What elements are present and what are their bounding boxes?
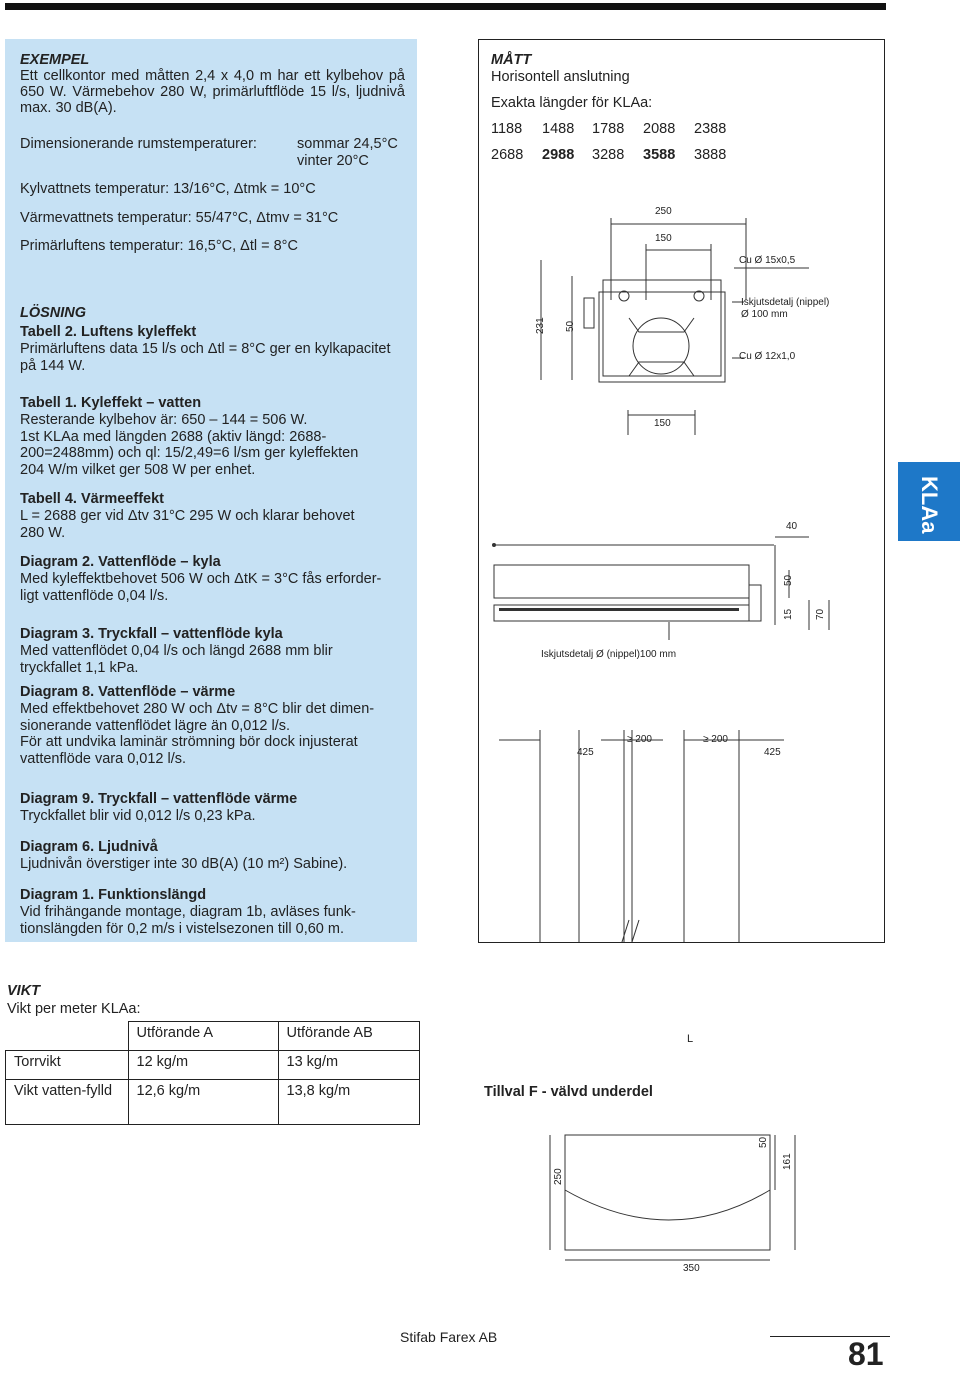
weight-header-empty <box>6 1022 129 1051</box>
winter-temp: vinter 20°C <box>297 153 369 169</box>
dim-L: L <box>687 1033 694 1045</box>
solution-section-line: Resterande kylbehov är: 650 – 144 = 506 W. <box>20 412 308 428</box>
length-value: 3288 <box>592 147 625 163</box>
dim-425a: 425 <box>577 747 594 758</box>
solution-section-line: sionerande vattenflödet lägre än 0,012 l/s. <box>20 717 291 734</box>
top-rule <box>5 3 886 10</box>
dim-70: 70 <box>815 608 826 620</box>
dim-150: 150 <box>655 233 672 244</box>
solution-section-line: tryckfallet 1,1 kPa. <box>20 659 139 676</box>
example-heading: EXEMPEL <box>20 52 90 68</box>
cooling-water-temp: Kylvattnets temperatur: 13/16°C, Δtmk = 10°C <box>20 181 316 197</box>
solution-section-line: 204 W/m vilket ger 508 W per enhet. <box>20 461 256 478</box>
solution-section-line: Tryckfallet blir vid 0,012 l/s 0,23 kPa. <box>20 808 256 824</box>
weight-row <box>6 1080 420 1125</box>
dim-100mm: Ø 100 mm <box>741 309 788 320</box>
weight-header-ab: Utförande AB <box>278 1022 419 1051</box>
solution-section-title: Diagram 2. Vattenflöde – kyla <box>20 554 221 570</box>
tillval-dim-250: 250 <box>553 1168 564 1185</box>
dim-231: 231 <box>535 317 546 334</box>
weight-cell: 13 kg/m <box>278 1051 419 1080</box>
solution-section-line: För att undvika laminär strömning bör dock injusterat <box>20 734 358 750</box>
solution-section-line: ligt vattenflöde 0,04 l/s. <box>20 587 169 604</box>
page-number: 81 <box>848 1336 884 1372</box>
weight-row-label: Vikt vatten-fylld <box>6 1080 129 1125</box>
weight-header-a: Utförande A <box>128 1022 278 1051</box>
weight-cell: 13,8 kg/m <box>278 1080 419 1125</box>
dim-40: 40 <box>786 521 798 532</box>
solution-section-title: Tabell 1. Kyleffekt – vatten <box>20 395 202 411</box>
tillval-dim-350: 350 <box>683 1263 700 1274</box>
solution-section-line: Ljudnivån överstiger inte 30 dB(A) (10 m²) Sabine). <box>20 856 348 872</box>
tillval-heading: Tillval F - välvd underdel <box>484 1084 653 1100</box>
dim-150b: 150 <box>654 418 671 429</box>
heating-water-temp: Värmevattnets temperatur: 55/47°C, Δtmv = 31°C <box>20 210 339 226</box>
section-tab <box>898 462 960 541</box>
dim-425b: 425 <box>764 747 781 758</box>
weight-table <box>5 1021 420 1125</box>
solution-section-line: L = 2688 ger vid Δtv 31°C 295 W och klarar behovet <box>20 508 355 524</box>
length-value: 2388 <box>694 121 727 137</box>
solution-section-title: Tabell 4. Värmeeffekt <box>20 491 164 507</box>
solution-section-line: Med effektbehovet 280 W och Δtv = 8°C blir det dimen- <box>20 701 375 717</box>
tillval-drawing <box>520 1130 850 1280</box>
weight-row <box>6 1051 420 1080</box>
length-value: 3888 <box>694 147 727 163</box>
solution-section-line: Primärluftens data 15 l/s och Δtl = 8°C ger en kylkapacitet <box>20 341 391 357</box>
length-value: 1788 <box>592 121 625 137</box>
footer-company: Stifab Farex AB <box>400 1329 498 1345</box>
solution-section-title: Diagram 8. Vattenflöde – värme <box>20 684 236 700</box>
solution-section-line: Med kyleffektbehovet 506 W och ΔtK = 3°C fås erforder- <box>20 571 382 587</box>
weight-cell: 12 kg/m <box>128 1051 278 1080</box>
dim-nipple2: Iskjutsdetalj Ø (nippel)100 mm <box>541 649 677 660</box>
solution-section-line: 200=2488mm) och ql: 15/2,49=6 l/sm ger kyleffekten <box>20 445 359 461</box>
weight-heading: VIKT <box>7 983 41 999</box>
technical-drawing <box>479 40 884 942</box>
weight-cell: 12,6 kg/m <box>128 1080 278 1125</box>
dim-15: 15 <box>783 608 794 620</box>
primary-air-temp: Primärluftens temperatur: 16,5°C, Δtl = 8°C <box>20 238 298 254</box>
tillval-dim-161: 161 <box>782 1153 793 1170</box>
dim-200a: ≥ 200 <box>627 734 652 745</box>
solution-section-line: Vid frihängande montage, diagram 1b, avläses funk- <box>20 904 356 920</box>
weight-subheading: Vikt per meter KLAa: <box>7 1001 141 1017</box>
solution-section-line: 280 W. <box>20 524 66 541</box>
matt-subheading: Horisontell anslutning <box>491 69 630 85</box>
example-panel <box>5 39 417 942</box>
dim-nipple: Iskjutsdetalj (nippel) <box>741 297 830 308</box>
solution-section-title: Tabell 2. Luftens kyleffekt <box>20 324 197 340</box>
room-temp-label: Dimensionerande rumstemperaturer: <box>20 136 257 152</box>
solution-section-line: Med vattenflödet 0,04 l/s och längd 2688 mm blir <box>20 643 333 659</box>
matt-heading: MÅTT <box>491 52 532 68</box>
dim-250: 250 <box>655 206 672 217</box>
length-value: 3588 <box>643 147 676 163</box>
length-value: 1488 <box>542 121 575 137</box>
solution-section-title: Diagram 9. Tryckfall – vattenflöde värme <box>20 791 298 807</box>
dimensions-panel <box>478 39 885 1045</box>
dim-cu12: Cu Ø 12x1,0 <box>739 351 796 362</box>
solution-section-line: på 144 W. <box>20 357 86 374</box>
dim-cu15: Cu Ø 15x0,5 <box>739 255 796 266</box>
length-value: 2688 <box>491 147 524 163</box>
weight-row-label: Torrvikt <box>6 1051 129 1080</box>
solution-section-line: vattenflöde vara 0,012 l/s. <box>20 750 187 767</box>
lengths-label: Exakta längder för KLAa: <box>491 95 653 111</box>
length-value: 2988 <box>542 147 575 163</box>
solution-section-line: 1st KLAa med längden 2688 (aktiv längd: 2688- <box>20 428 327 445</box>
summer-temp: sommar 24,5°C <box>297 136 398 152</box>
example-intro: Ett cellkontor med måtten 2,4 x 4,0 m har ett kylbehov på 650 W. Värmebehov 280 W, primärluftflöde 15 l/s, ljudnivå max. 30 dB(A). <box>20 68 405 116</box>
solution-section-title: Diagram 1. Funktionslängd <box>20 887 207 903</box>
length-value: 1188 <box>491 121 523 137</box>
solution-section-title: Diagram 3. Tryckfall – vattenflöde kyla <box>20 626 283 642</box>
dim-200b: ≥ 200 <box>703 734 728 745</box>
length-value: 2088 <box>643 121 676 137</box>
section-tab-label: KLAa <box>917 476 942 534</box>
tillval-dim-50: 50 <box>758 1136 769 1148</box>
solution-section-title: Diagram 6. Ljudnivå <box>20 839 158 855</box>
dim-50b: 50 <box>783 574 794 586</box>
solution-heading: LÖSNING <box>20 305 87 321</box>
dim-50: 50 <box>565 320 576 332</box>
solution-section-line: tionslängden för 0,2 m/s i vistelsezonen till 0,60 m. <box>20 920 344 937</box>
weight-header-row <box>6 1022 420 1051</box>
